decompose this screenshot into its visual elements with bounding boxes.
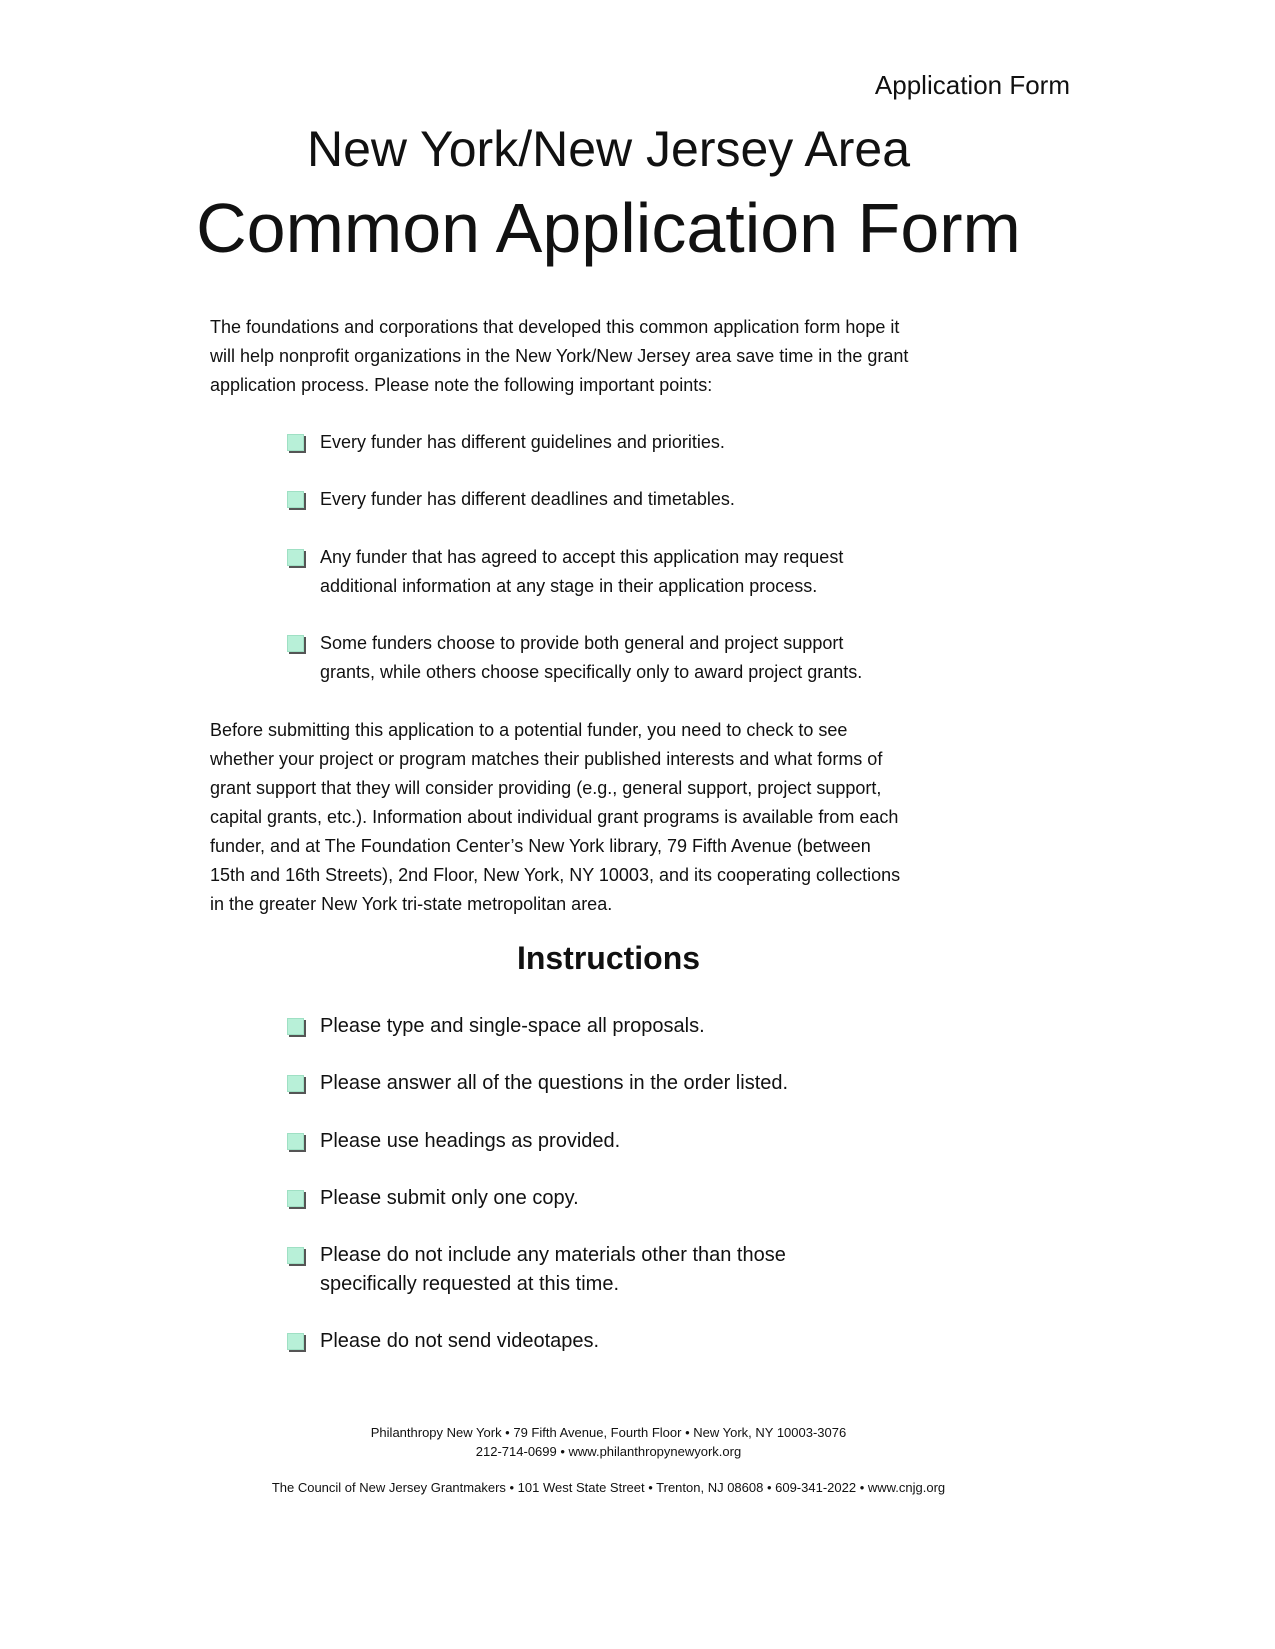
- checkbox-bullet-icon: [287, 1247, 304, 1264]
- instruction-text: Please submit only one copy.: [320, 1187, 579, 1209]
- checkbox-bullet-icon: [287, 491, 304, 508]
- intro-paragraph: [210, 313, 908, 400]
- checkbox-bullet-icon: [287, 1075, 304, 1092]
- footer-contact: 212-714-0699 • www.philanthropynewyork.org: [475, 1444, 742, 1459]
- instructions-heading: Instructions: [516, 940, 701, 976]
- checkbox-bullet-icon: [287, 434, 304, 451]
- body-line: Before submitting this application to a potential funder, you need to check to see: [210, 720, 848, 740]
- intro-line: application process. Please note the following important points:: [210, 375, 713, 395]
- body-line: in the greater New York tri-state metropolitan area.: [210, 894, 613, 914]
- body-line: grant support that they will consider providing (e.g., general support, project support,: [210, 778, 882, 798]
- footer-cnjg: The Council of New Jersey Grantmakers • 101 West State Street • Trenton, NJ 08608 • 609-341-2022 • www.cnjg.org: [271, 1480, 946, 1495]
- body-line: capital grants, etc.). Information about individual grant programs is available from each: [210, 807, 899, 827]
- list-item-text: Some funders choose to provide both general and project support: [320, 633, 844, 653]
- checkbox-bullet-icon: [287, 1190, 304, 1207]
- intro-line: will help nonprofit organizations in the New York/New Jersey area save time in the grant: [210, 346, 909, 366]
- list-item-text: Every funder has different deadlines and timetables.: [320, 489, 735, 509]
- page-title: Common Application Form: [196, 189, 1021, 267]
- list-item-text: Any funder that has agreed to accept this application may request: [320, 547, 844, 567]
- intro-line: The foundations and corporations that developed this common application form hope it: [210, 317, 900, 337]
- list-item-text: additional information at any stage in their application process.: [320, 576, 818, 596]
- instruction-text: Please do not send videotapes.: [320, 1330, 600, 1352]
- footer-address: Philanthropy New York • 79 Fifth Avenue, Fourth Floor • New York, NY 10003-3076: [370, 1425, 847, 1440]
- instruction-text: Please use headings as provided.: [320, 1130, 621, 1152]
- checkbox-bullet-icon: [287, 1018, 304, 1035]
- checkbox-bullet-icon: [287, 1333, 304, 1350]
- body-line: funder, and at The Foundation Center’s New York library, 79 Fifth Avenue (between: [210, 836, 871, 856]
- instruction-text: specifically requested at this time.: [320, 1273, 620, 1295]
- checkbox-bullet-icon: [287, 549, 304, 566]
- checkbox-bullet-icon: [287, 635, 304, 652]
- header-label: Application Form: [874, 70, 1070, 100]
- body-paragraph: [210, 716, 900, 919]
- instruction-text: Please answer all of the questions in the order listed.: [320, 1072, 789, 1094]
- instruction-text: Please do not include any materials other than those: [320, 1244, 786, 1266]
- list-item-text: grants, while others choose specifically only to award project grants.: [320, 662, 863, 682]
- list-item-text: Every funder has different guidelines and priorities.: [320, 432, 725, 452]
- instruction-text: Please type and single-space all proposals.: [320, 1015, 705, 1037]
- checkbox-bullet-icon: [287, 1133, 304, 1150]
- body-line: 15th and 16th Streets), 2nd Floor, New York, NY 10003, and its cooperating collections: [210, 865, 901, 885]
- footer-philanthropy-ny: [0, 1423, 1217, 1461]
- body-line: whether your project or program matches their published interests and what forms of: [210, 749, 883, 769]
- title-line-1: New York/New Jersey Area: [306, 121, 911, 177]
